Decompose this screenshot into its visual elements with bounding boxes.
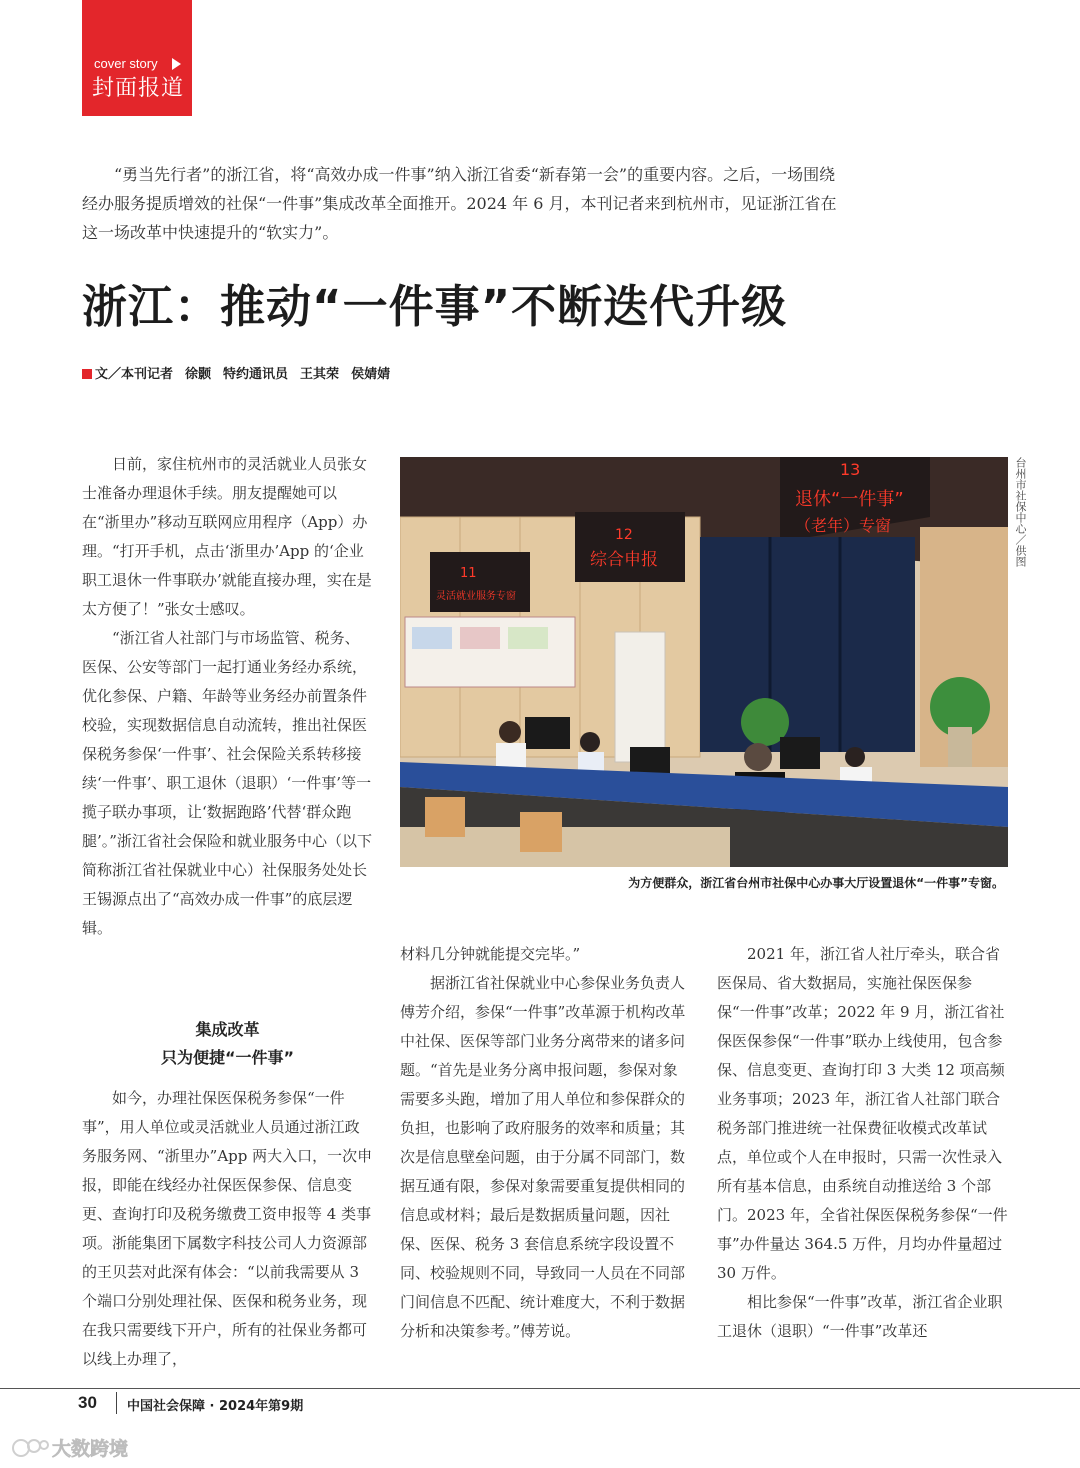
led-text: 综合申报: [590, 550, 658, 570]
magazine-issue: 中国社会保障 · 2024年第9期: [127, 1399, 304, 1414]
byline: [82, 363, 390, 382]
headline: 浙江：推动“一件事”不断迭代升级: [82, 280, 788, 333]
byline-lead: 文／本刊记者: [95, 367, 174, 382]
led-number: 13: [840, 460, 861, 479]
byline-author: 徐颢: [185, 367, 212, 382]
led-text: （老年）专窗: [795, 516, 892, 535]
led-number: 12: [615, 527, 633, 543]
led-text: 灵活就业服务专窗: [436, 591, 516, 602]
watermark-text: 大数跨境: [52, 1438, 129, 1460]
paragraph: 材料几分钟就能提交完毕。”: [400, 945, 581, 963]
play-arrow-icon: [172, 58, 181, 70]
paragraph: 如今，办理社保医保税务参保“一件事”，用人单位或灵活就业人员通过浙江政务服务网、“浙里办”App 两大入口，一次申报，即能在线经办社保医保参保、信息变更、查询打印及税务缴费工资申报等 4 类事项。浙能集团下属数字科技公司人力资源部的王贝芸对此深有体会：“以前我需要从 3 个端口分别处理社保、医保和税务业务，现在我只需要线下开户，所有的社保业务都可以线上办理了，: [82, 1089, 373, 1368]
byline-role: 特约通讯员: [223, 367, 289, 382]
photo-credit: 台州市社保中心／供图: [1014, 457, 1027, 567]
service-hall-photo: [400, 457, 1008, 867]
footer-rule: [0, 1388, 1080, 1389]
byline-red-square: [82, 369, 92, 379]
footer-divider: [116, 1392, 117, 1414]
paragraph: 2021 年，浙江省人社厅牵头，联合省医保局、省大数据局，实施社保医保参保“一件事”改革；2022 年 9 月，浙江省社保医保参保“一件事”联办上线使用，包含参保、信息变更、查询打印 3 大类 12 项高频业务事项；2023 年，浙江省人社部门联合税务部门推进统一社保费征收模式改革试点，单位或个人在申报时，只需一次性录入所有基本信息，由系统自动推送给 3 个部门。2023 年，全省社保医保税务参保“一件事”办件量达 364.5 万件，月均办件量超过 30 万件。: [717, 945, 1008, 1282]
page-number: 30: [78, 1393, 97, 1412]
column-1-bottom: [82, 1084, 373, 1374]
watermark-logo-icon: [10, 1436, 190, 1460]
paragraph: “浙江省人社部门与市场监管、税务、医保、公安等部门一起打通业务经办系统，优化参保、户籍、年龄等业务经办前置条件校验，实现数据信息自动流转，推出社保医保税务参保‘一件事’、社会保险关系转移接续‘一件事’、职工退休（退职）‘一件事’等一揽子联办事项，让‘数据跑路’代替‘群众跑腿’。”浙江省社会保险和就业服务中心（以下简称浙江省社保就业中心）社保服务处处长王锡源点出了“高效办成一件事”的底层逻辑。: [82, 629, 372, 937]
column-1-top: [82, 450, 373, 943]
section-tab: [82, 0, 192, 116]
service-hall-illustration: [400, 457, 1008, 867]
paragraph: 日前，家住杭州市的灵活就业人员张女士准备办理退休手续。朋友提醒她可以在“浙里办”移动互联网应用程序（App）办理。“打开手机，点击‘浙里办’App 的‘企业职工退休一件事联办’就能直接办理，实在是太方便了！”张女士感叹。: [82, 455, 372, 618]
subheading-line-1: 集成改革: [195, 1020, 260, 1039]
column-3: [717, 940, 1008, 1346]
subheading-line-2: 只为便捷“一件事”: [160, 1048, 295, 1067]
section-tab-en: cover story: [94, 56, 158, 71]
watermark: [10, 1436, 190, 1460]
section-subheading: [82, 1016, 373, 1072]
paragraph: 相比参保“一件事”改革，浙江省企业职工退休（退职）“一件事”改革还: [717, 1293, 1003, 1340]
led-text: 退休“一件事”: [795, 489, 904, 510]
byline-author: 侯婧婧: [351, 367, 391, 382]
lead-paragraph: “勇当先行者”的浙江省，将“高效办成一件事”纳入浙江省委“新春第一会”的重要内容。之后，一场围绕经办服务提质增效的社保“一件事”集成改革全面推开。2024 年 6 月，本刊记者来到杭州市，见证浙江省在这一场改革中快速提升的“软实力”。: [82, 165, 837, 242]
photo-caption: 为方便群众，浙江省台州市社保中心办事大厅设置退休“一件事”专窗。: [628, 876, 1004, 890]
led-number: 11: [460, 566, 477, 581]
column-2: [400, 940, 690, 1346]
byline-author: 王其荣: [300, 367, 340, 382]
paragraph: 据浙江省社保就业中心参保业务负责人傅芳介绍，参保“一件事”改革源于机构改革中社保、医保等部门业务分离带来的诸多问题。“首先是业务分离申报问题，参保对象需要多头跑，增加了用人单位和参保群众的负担，也影响了政府服务的效率和质量；其次是信息壁垒问题，由于分属不同部门，数据互通有限，参保对象需要重复提供相同的信息或材料；最后是数据质量问题，因社保、医保、税务 3 套信息系统字段设置不同、校验规则不同，导致同一人员在不同部门间信息不匹配、统计难度大，不利于数据分析和决策参考。”傅芳说。: [400, 974, 686, 1340]
section-tab-cn: 封面报道: [92, 76, 185, 101]
